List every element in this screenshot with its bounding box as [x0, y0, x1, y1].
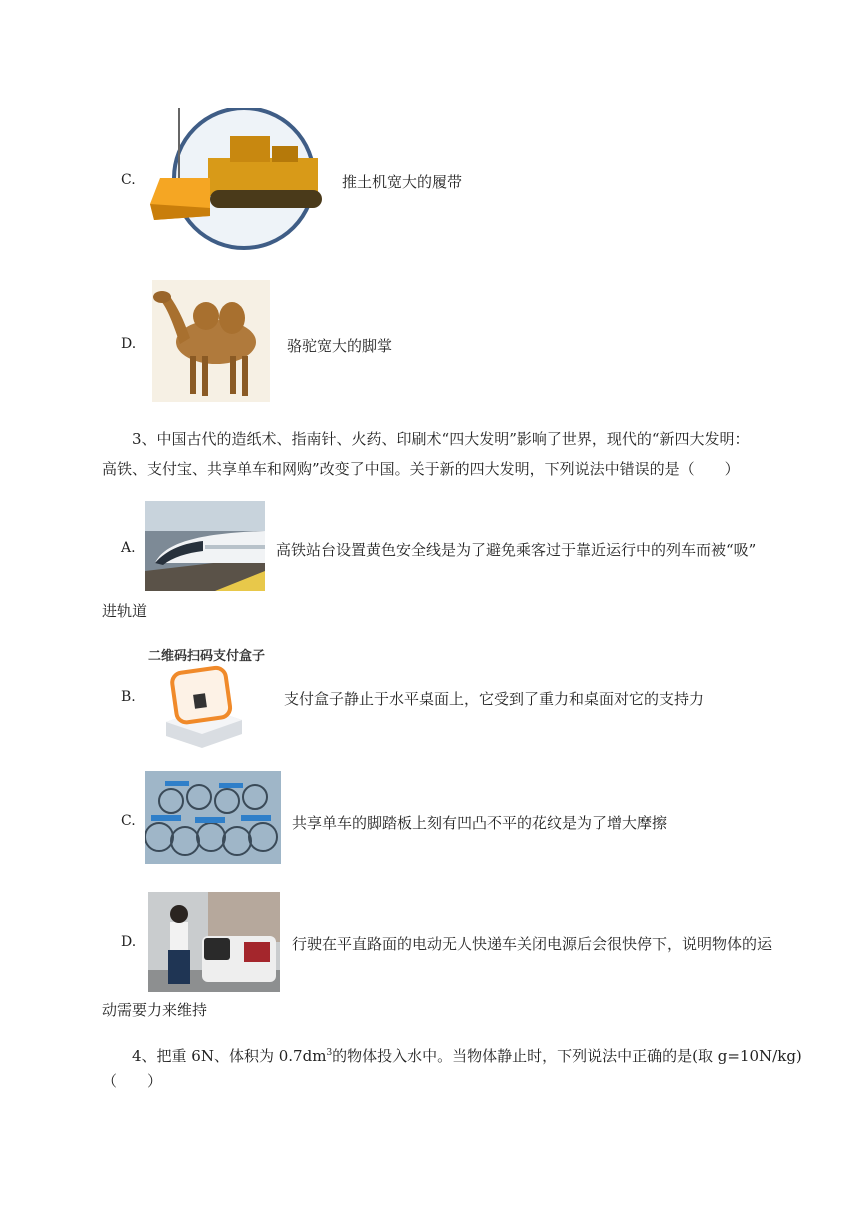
q3-option-c-label: C.: [121, 813, 136, 829]
q4-stem-line-1: [132, 1038, 802, 1071]
q4-stem-part-b: 的物体投入水中。当物体静止时，下列说法中正确的是(取 g=10N/kg): [332, 1047, 802, 1065]
q3-option-d-text: 行驶在平直路面的电动无人快递车关闭电源后会很快停下，说明物体的运: [292, 935, 773, 953]
delivery-robot-image: [148, 892, 280, 992]
q3-option-b-text: 支付盒子静止于水平桌面上，它受到了重力和桌面对它的支持力: [284, 690, 705, 708]
q2-option-d-text: 骆驼宽大的脚掌: [287, 337, 393, 355]
bulldozer-image: [146, 108, 330, 250]
payment-box-image: [162, 664, 246, 748]
q3-option-a-text: 高铁站台设置黄色安全线是为了避免乘客过于靠近运行中的列车而被“吸”: [276, 541, 757, 559]
q2-option-d-label: D.: [121, 336, 137, 352]
q3-stem-line-2: 高铁、支付宝、共享单车和网购”改变了中国。关于新的四大发明，下列说法中错误的是（ ）: [102, 460, 740, 478]
q4-stem-superscript: 3: [326, 1048, 333, 1058]
payment-box-caption: 二维码扫码支付盒子: [148, 649, 266, 664]
q4-stem-part-a: 4、把重 6N、体积为 0.7dm: [132, 1047, 327, 1065]
q3-stem-line-1: 3、中国古代的造纸术、指南针、火药、印刷术“四大发明”影响了世界，现代的“新四大发明：: [132, 430, 750, 448]
q4-stem-line-2: （ ）: [102, 1072, 163, 1090]
q2-option-c-label: C.: [121, 172, 136, 188]
high-speed-train-image: [145, 501, 265, 591]
q3-option-a-text-cont: 进轨道: [102, 602, 148, 620]
q3-option-c-text: 共享单车的脚踏板上刻有凹凸不平的花纹是为了增大摩擦: [292, 814, 668, 832]
q2-option-c-text: 推土机宽大的履带: [342, 173, 463, 191]
q3-option-b-label: B.: [121, 689, 136, 705]
shared-bikes-image: [145, 771, 281, 864]
q3-option-d-text-cont: 动需要力来维持: [102, 1001, 208, 1019]
camel-image: [152, 280, 270, 402]
q3-option-d-label: D.: [121, 934, 137, 950]
q3-option-a-label: A.: [121, 540, 136, 556]
